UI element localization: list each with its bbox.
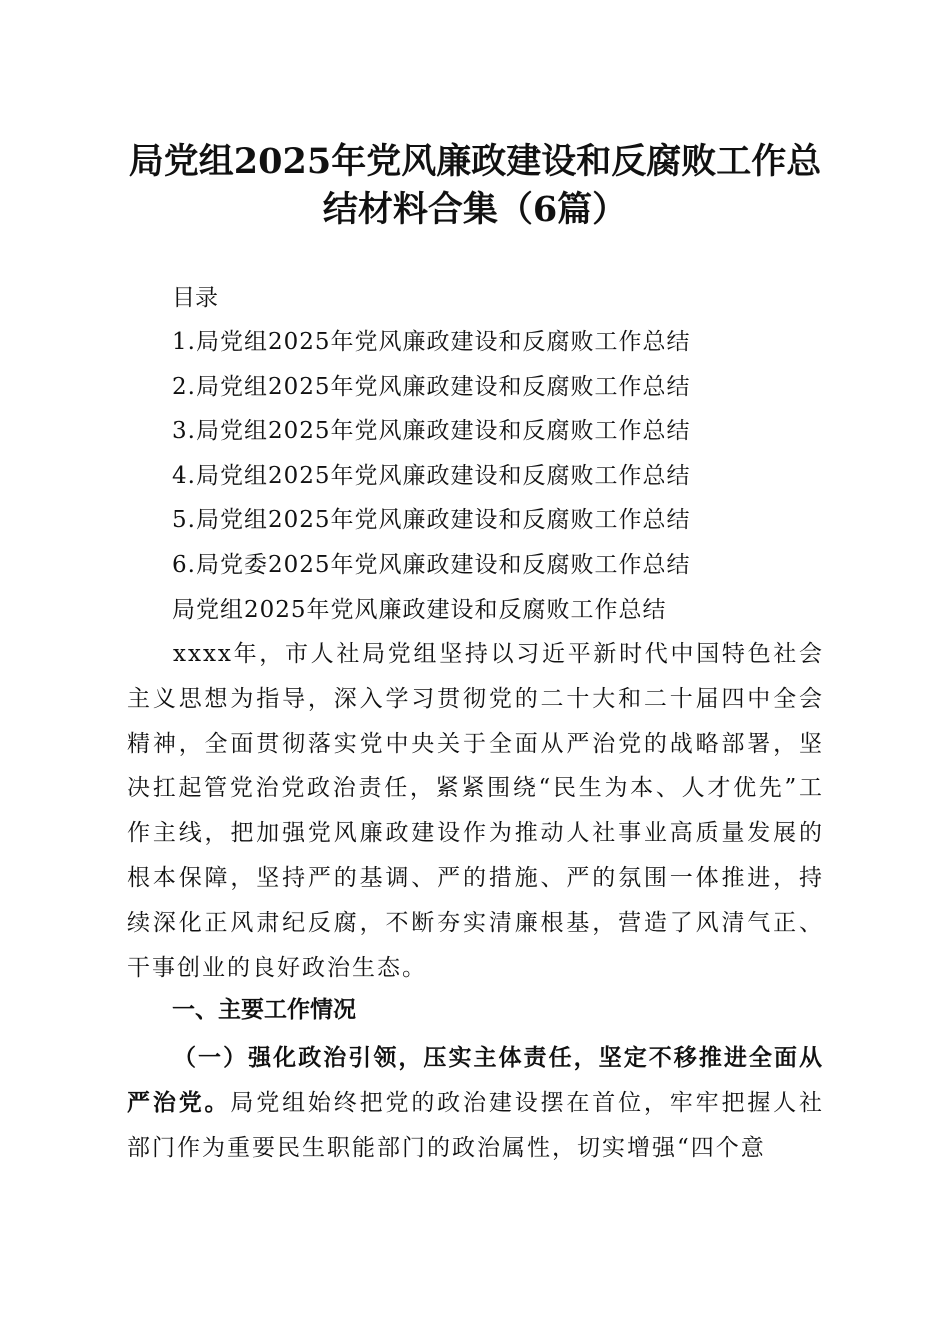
subsection-text-1: 局党组始终把党的政治建设摆在首位，牢牢把握人社部门作为重要民生职能部门的政治属性，切实增强“四个意 [127, 1089, 825, 1161]
title-line-1: 局党组2025年党风廉政建设和反腐败工作总 [128, 141, 822, 182]
toc-item-2[interactable]: 2.局党组2025年党风廉政建设和反腐败工作总结 [172, 373, 691, 400]
intro-paragraph: xxxx年，市人社局党组坚持以习近平新时代中国特色社会主义思想为指导，深入学习贯彻党的二十大和二十届四中全会精神，全面贯彻落实党中央关于全面从严治党的战略部署，坚决扛起管党治党政治责任，紧紧围绕“民生为本、人才优先”工作主线，把加强党风廉政建设作为推动人社事业高质量发展的根本保障，坚持严的基调、严的措施、严的氛围一体推进，持续深化正风肃纪反腐，不断夯实清廉根基，营造了风清气正、干事创业的良好政治生态。 [127, 641, 824, 981]
toc-heading: 目录 [172, 285, 218, 311]
subsection-heading-1: （一）强化政治引领，压实主体责任，坚定不移推进全面从严治党。 [127, 1045, 824, 1116]
article-title: 局党组2025年党风廉政建设和反腐败工作总结 [172, 597, 667, 623]
toc-item-3[interactable]: 3.局党组2025年党风廉政建设和反腐败工作总结 [172, 418, 691, 445]
title-line-2: 结材料合集（6篇） [322, 189, 628, 230]
toc-item-4[interactable]: 4.局党组2025年党风廉政建设和反腐败工作总结 [172, 462, 691, 489]
table-of-contents [172, 324, 690, 592]
toc-item-1[interactable]: 1.局党组2025年党风廉政建设和反腐败工作总结 [172, 329, 691, 355]
toc-item-6[interactable]: 6.局党委2025年党风廉政建设和反腐败工作总结 [172, 551, 691, 578]
toc-item-5[interactable]: 5.局党组2025年党风廉政建设和反腐败工作总结 [172, 507, 691, 534]
subsection-paragraph-1 [127, 1036, 824, 1170]
document-title [100, 138, 850, 234]
section-heading-1: 一、主要工作情况 [172, 997, 356, 1023]
